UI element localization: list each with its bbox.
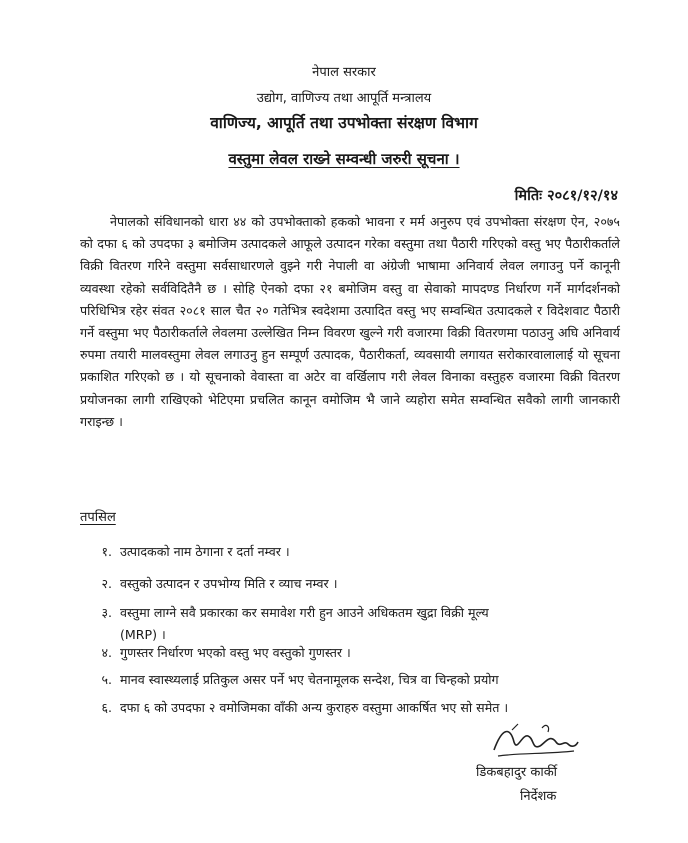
body-line: निम्न विवरण खुल्ने गरी वजारमा विक्री वितरणमा पठाउनु अघि अनिवार्य रुपमा तयारी: [80, 325, 620, 363]
list-text: उत्पादकको नाम ठेगाना र दर्ता नम्वर ।: [120, 544, 290, 559]
list-text: मानव स्वास्थ्यलाई प्रतिकुल असर पर्ने भए चेतनामूलक सन्देश, चित्र वा चिन्हको प्रयोग: [120, 672, 499, 687]
body-line: वस्तुहरु वजारमा विक्री वितरण प्रयोजनका लागी राखिएको भेटिएमा प्रचलित कानून वमोजिम भै: [80, 369, 620, 407]
ministry-name: उद्योग, वाणिज्य तथा आपूर्ति मन्त्रालय: [256, 91, 432, 106]
list-text: गुणस्तर निर्धारण भएको वस्तु भए वस्तुको गुणस्तर ।: [120, 645, 351, 660]
list-number: ६.: [101, 700, 112, 715]
list-item: [80, 671, 499, 688]
list-number: ३.: [101, 605, 112, 620]
department-name: वाणिज्य, आपूर्ति तथा उपभोक्ता संरक्षण विभाग: [210, 114, 478, 132]
body-line: यो सूचना प्रकाशित गरिएको छ । यो सूचनाको वेवास्ता वा अटेर वा वर्खिलाप गरी लेवल विनाका: [80, 347, 620, 385]
list-item: [80, 644, 351, 661]
body-line: नेपालको संविधानको धारा ४४ को उपभोक्ताको हकको भावना र मर्म अनुरुप एवं उपभोक्ता: [110, 214, 529, 229]
govt-name: नेपाल सरकार: [312, 65, 376, 80]
signatory-title: निर्देशक: [520, 789, 557, 804]
notice-date: मितिः २०८१/१२/१४: [514, 188, 618, 204]
list-text-continuation: (MRP) ।: [120, 627, 166, 642]
body-line: सर्वविदितैनै छ । सोहि ऐनको दफा २१ बमोजिम वस्तु वा सेवाको मापदण्ड निर्धारण गर्ने: [151, 280, 561, 296]
annex-heading: तपसिल: [80, 510, 116, 525]
body-line: मालवस्तुमा लेवल लगाउनु हुन सम्पूर्ण उत्पादक, पैठारीकर्ता, व्यवसायी लगायत सरोकारवालालाई: [141, 347, 574, 363]
list-item: [80, 575, 337, 592]
body-line: संरक्षण ऐन, २०७५ को दफा ६ को उपदफा ३ बमोजिम उत्पादकले आफूले उत्पादन गरेका: [80, 214, 620, 252]
signatory-name: डिकबहादुर कार्की: [476, 765, 558, 780]
list-item: [80, 604, 489, 642]
list-number: २.: [101, 576, 112, 591]
notice-body: [80, 211, 620, 433]
body-line: मार्गदर्शनको परिधिभित्र रहेर संवत २०८१ साल चैत २० गतेभित्र स्वदेशमा उत्पादित वस्तु भए: [80, 280, 620, 318]
list-number: १.: [101, 544, 112, 559]
list-text: वस्तुको उत्पादन र उपभोग्य मिति र व्याच नम्वर ।: [120, 576, 338, 591]
body-line: जाने व्यहोरा समेत सम्वन्धित सवैको लागी जानकारी गराइन्छ ।: [80, 391, 621, 429]
signature-scribble: [488, 720, 580, 760]
list-number: ५.: [101, 672, 112, 687]
notice-subject: वस्तुमा लेवल राख्ने सम्वन्धी जरुरी सूचना ।: [228, 150, 460, 168]
list-item: [80, 543, 290, 560]
body-line: वस्तुमा तथा पैठारी गरिएको वस्तु भए पैठारीकर्ताले विक्री वितरण गरिने वस्तुमा सर्वसाधारणले: [80, 236, 620, 274]
list-number: ४.: [101, 645, 112, 660]
list-text: दफा ६ को उपदफा २ वमोजिमका वाँकी अन्य कुराहरु वस्तुमा आकर्षित भए सो समेत ।: [120, 700, 509, 715]
list-text: वस्तुमा लाग्ने सवै प्रकारका कर समावेश गरी हुन आउने अधिकतम खुद्रा विक्री मूल्य: [120, 605, 489, 620]
body-line: वुझ्ने गरी नेपाली वा अंग्रेजी भाषामा अनिवार्य लेवल लगाउनु पर्ने कानूनी व्यवस्था रहेको: [80, 258, 620, 296]
body-line: सम्वन्धित उत्पादकले र विदेशवाट पैठारी गर्ने वस्तुमा भए पैठारीकर्ताले लेवलमा उल्लेखित: [80, 302, 620, 341]
list-item: [80, 699, 508, 716]
